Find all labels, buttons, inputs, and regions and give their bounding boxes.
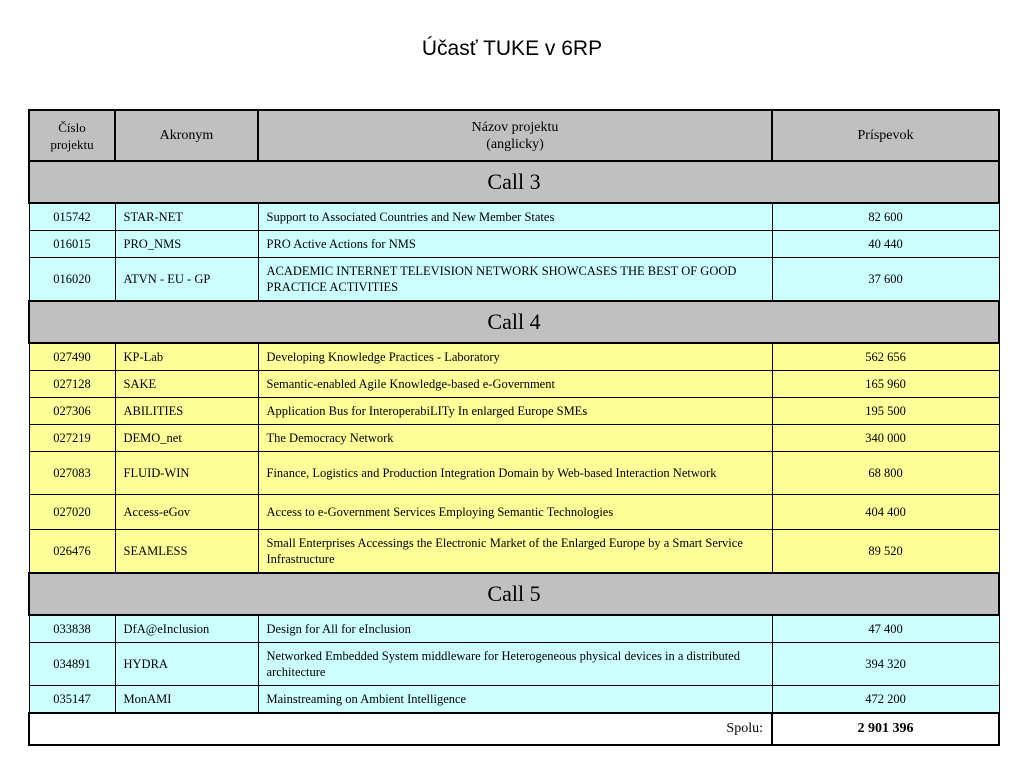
project-acronym: Access-eGov	[115, 495, 258, 530]
projects-table	[28, 109, 1000, 746]
project-contribution: 40 440	[772, 231, 999, 258]
project-number: 027083	[29, 452, 115, 495]
project-name: Semantic-enabled Agile Knowledge-based e-Government	[258, 371, 772, 398]
table-header-row	[29, 110, 999, 161]
project-number: 027128	[29, 371, 115, 398]
total-label: Spolu:	[29, 713, 772, 745]
project-name: Application Bus for InteroperabiLITy In enlarged Europe SMEs	[258, 398, 772, 425]
project-number: 027490	[29, 343, 115, 371]
project-number: 033838	[29, 615, 115, 643]
project-name: Access to e-Government Services Employing Semantic Technologies	[258, 495, 772, 530]
table-row	[29, 425, 999, 452]
project-name: Mainstreaming on Ambient Intelligence	[258, 686, 772, 714]
header-project-number: Číslo projektu	[29, 110, 115, 161]
project-acronym: KP-Lab	[115, 343, 258, 371]
header-project-name-line1: Názov projektu	[471, 119, 559, 135]
project-contribution: 472 200	[772, 686, 999, 714]
header-project-name	[258, 110, 772, 161]
project-contribution: 394 320	[772, 643, 999, 686]
project-acronym: SAKE	[115, 371, 258, 398]
project-name: Developing Knowledge Practices - Laboratory	[258, 343, 772, 371]
table-row	[29, 203, 999, 231]
project-name: Support to Associated Countries and New Member States	[258, 203, 772, 231]
project-name: Finance, Logistics and Production Integration Domain by Web-based Interaction Network	[258, 452, 772, 495]
project-name: Small Enterprises Accessings the Electronic Market of the Enlarged Europe by a Smart Service Infrastructure	[258, 530, 772, 574]
call-section-row	[29, 573, 999, 615]
table-row	[29, 452, 999, 495]
project-acronym: ABILITIES	[115, 398, 258, 425]
table-row	[29, 643, 999, 686]
table-row	[29, 530, 999, 574]
header-acronym: Akronym	[115, 110, 258, 161]
project-acronym: DEMO_net	[115, 425, 258, 452]
project-acronym: SEAMLESS	[115, 530, 258, 574]
call-section-row	[29, 161, 999, 203]
table-row	[29, 398, 999, 425]
total-row	[29, 713, 999, 745]
project-contribution: 195 500	[772, 398, 999, 425]
project-number: 015742	[29, 203, 115, 231]
project-acronym: PRO_NMS	[115, 231, 258, 258]
project-acronym: HYDRA	[115, 643, 258, 686]
table-row	[29, 495, 999, 530]
total-value: 2 901 396	[772, 713, 999, 745]
project-number: 027306	[29, 398, 115, 425]
project-acronym: DfA@eInclusion	[115, 615, 258, 643]
table-row	[29, 231, 999, 258]
call-label: Call 4	[29, 301, 999, 343]
table-row	[29, 686, 999, 714]
project-number: 026476	[29, 530, 115, 574]
project-number: 035147	[29, 686, 115, 714]
project-number: 027020	[29, 495, 115, 530]
table-row	[29, 258, 999, 302]
project-contribution: 340 000	[772, 425, 999, 452]
call-section-row	[29, 301, 999, 343]
project-contribution: 404 400	[772, 495, 999, 530]
project-contribution: 562 656	[772, 343, 999, 371]
project-acronym: STAR-NET	[115, 203, 258, 231]
project-acronym: FLUID-WIN	[115, 452, 258, 495]
table-row	[29, 343, 999, 371]
project-number: 034891	[29, 643, 115, 686]
project-name: Networked Embedded System middleware for Heterogeneous physical devices in a distributed architecture	[258, 643, 772, 686]
project-name: PRO Active Actions for NMS	[258, 231, 772, 258]
call-label: Call 3	[29, 161, 999, 203]
page-title: Účasť TUKE v 6RP	[421, 37, 603, 60]
project-name: The Democracy Network	[258, 425, 772, 452]
project-acronym: MonAMI	[115, 686, 258, 714]
project-contribution: 82 600	[772, 203, 999, 231]
project-contribution: 89 520	[772, 530, 999, 574]
header-project-name-line2: (anglicky)	[486, 136, 544, 152]
project-number: 016015	[29, 231, 115, 258]
project-number: 016020	[29, 258, 115, 302]
project-contribution: 47 400	[772, 615, 999, 643]
call-label: Call 5	[29, 573, 999, 615]
project-name: ACADEMIC INTERNET TELEVISION NETWORK SHOWCASES THE BEST OF GOOD PRACTICE ACTIVITIES	[258, 258, 772, 302]
table-row	[29, 371, 999, 398]
project-contribution: 37 600	[772, 258, 999, 302]
project-name: Design for All for eInclusion	[258, 615, 772, 643]
project-contribution: 68 800	[772, 452, 999, 495]
project-contribution: 165 960	[772, 371, 999, 398]
table-row	[29, 615, 999, 643]
project-number: 027219	[29, 425, 115, 452]
project-acronym: ATVN - EU - GP	[115, 258, 258, 302]
header-contribution: Príspevok	[772, 110, 999, 161]
